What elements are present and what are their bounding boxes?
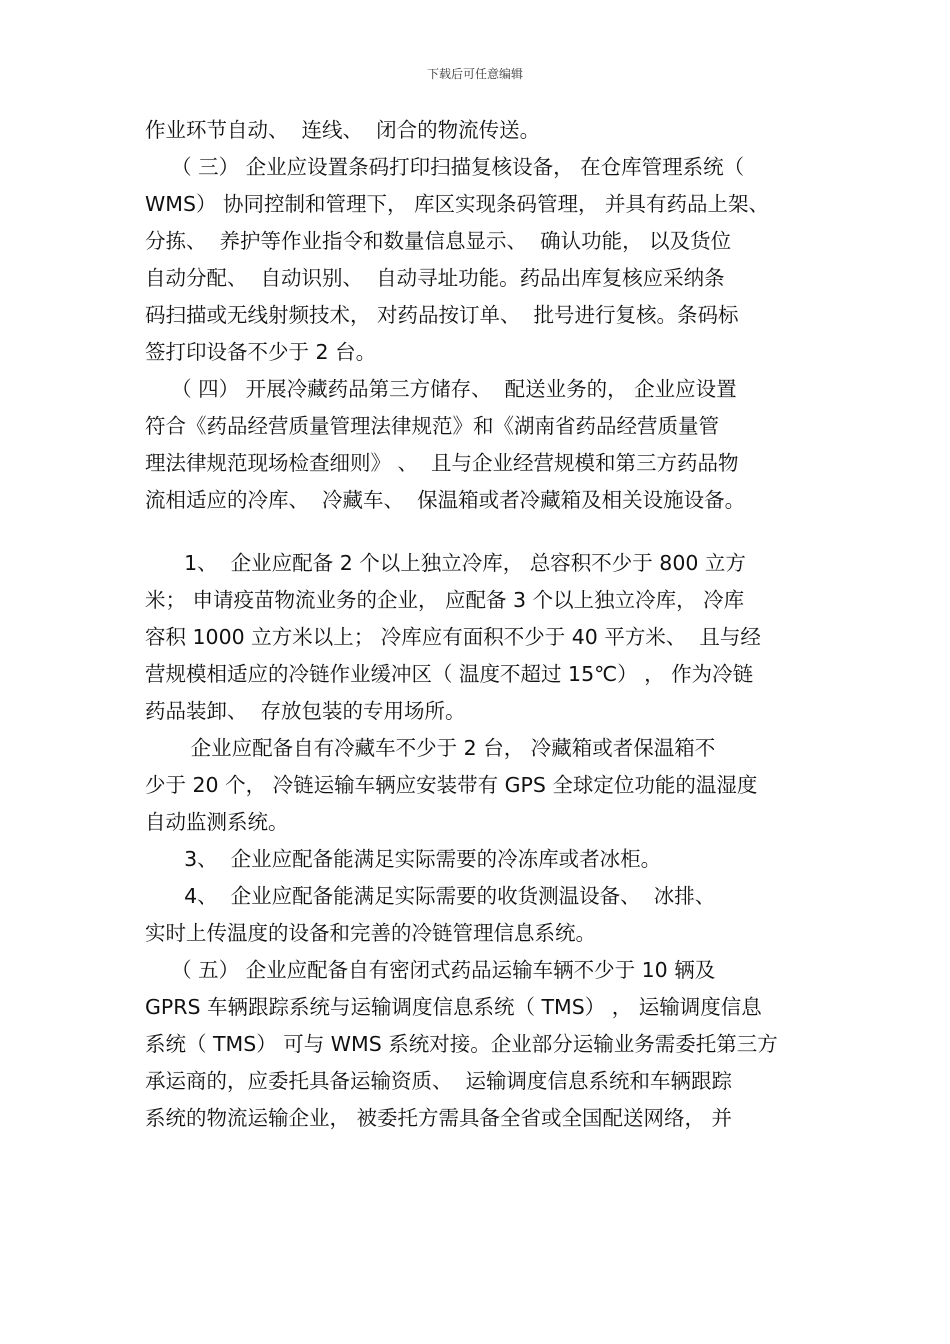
text-line: 实时上传温度的设备和完善的冷链管理信息系统。 bbox=[145, 921, 596, 945]
text-line: 承运商的，应委托具备运输资质、 运输调度信息系统和车辆跟踪 bbox=[145, 1069, 733, 1093]
document-body bbox=[145, 112, 820, 1137]
text-line: 码扫描或无线射频技术， 对药品按订单、 批号进行复核。条码标 bbox=[145, 303, 739, 327]
text-line: 4、 企业应配备能满足实际需要的收货测温设备、 冰排、 bbox=[145, 884, 716, 908]
text-line: 流相适应的冷库、 冷藏车、 保温箱或者冷藏箱及相关设施设备。 bbox=[145, 488, 746, 512]
text-line: 容积 1000 立方米以上； 冷库应有面积不少于 40 平方米、 且与经 bbox=[145, 625, 761, 649]
text-line: GPRS 车辆跟踪系统与运输调度信息系统（ TMS） ， 运输调度信息 bbox=[145, 995, 762, 1019]
text-line: 分拣、 养护等作业指令和数量信息显示、 确认功能， 以及货位 bbox=[145, 229, 732, 253]
text-line: 系统（ TMS） 可与 WMS 系统对接。企业部分运输业务需委托第三方 bbox=[145, 1032, 778, 1056]
text-line: 企业应配备自有冷藏车不少于 2 台， 冷藏箱或者保温箱不 bbox=[145, 736, 716, 760]
text-line: 1、 企业应配备 2 个以上独立冷库， 总容积不少于 800 立方 bbox=[145, 551, 746, 575]
text-line: 符合《药品经营质量管理法律规范》和《湖南省药品经营质量管 bbox=[145, 414, 719, 438]
text-line: 米； 申请疫苗物流业务的企业， 应配备 3 个以上独立冷库， 冷库 bbox=[145, 588, 745, 612]
text-line: 营规模相适应的冷链作业缓冲区（ 温度不超过 15℃） ， 作为冷链 bbox=[145, 662, 754, 686]
text-line: 作业环节自动、 连线、 闭合的物流传送。 bbox=[145, 118, 541, 142]
text-line: 系统的物流运输企业， 被委托方需具备全省或全国配送网络， 并 bbox=[145, 1106, 733, 1130]
text-line: 签打印设备不少于 2 台。 bbox=[145, 340, 377, 364]
text-line: 药品装卸、 存放包装的专用场所。 bbox=[145, 699, 466, 723]
text-line: 自动分配、 自动识别、 自动寻址功能。药品出库复核应采纳条 bbox=[145, 266, 725, 290]
text-line: 少于 20 个， 冷链运输车辆应安装带有 GPS 全球定位功能的温湿度 bbox=[145, 773, 758, 797]
page-header-note: 下载后可任意编辑 bbox=[426, 67, 523, 81]
text-line: 理法律规范现场检查细则》 、 且与企业经营规模和第三方药品物 bbox=[145, 451, 739, 475]
text-line: （ 五） 企业应配备自有密闭式药品运输车辆不少于 10 辆及 bbox=[145, 958, 716, 982]
text-line: WMS） 协同控制和管理下， 库区实现条码管理， 并具有药品上架、 bbox=[145, 192, 770, 216]
text-line: 3、 企业应配备能满足实际需要的冷冻库或者冰柜。 bbox=[145, 847, 662, 871]
text-line: 自动监测系统。 bbox=[145, 810, 289, 834]
text-line: （ 三） 企业应设置条码打印扫描复核设备， 在仓库管理系统（ bbox=[145, 155, 745, 179]
text-line: （ 四） 开展冷藏药品第三方储存、 配送业务的， 企业应设置 bbox=[145, 377, 737, 401]
